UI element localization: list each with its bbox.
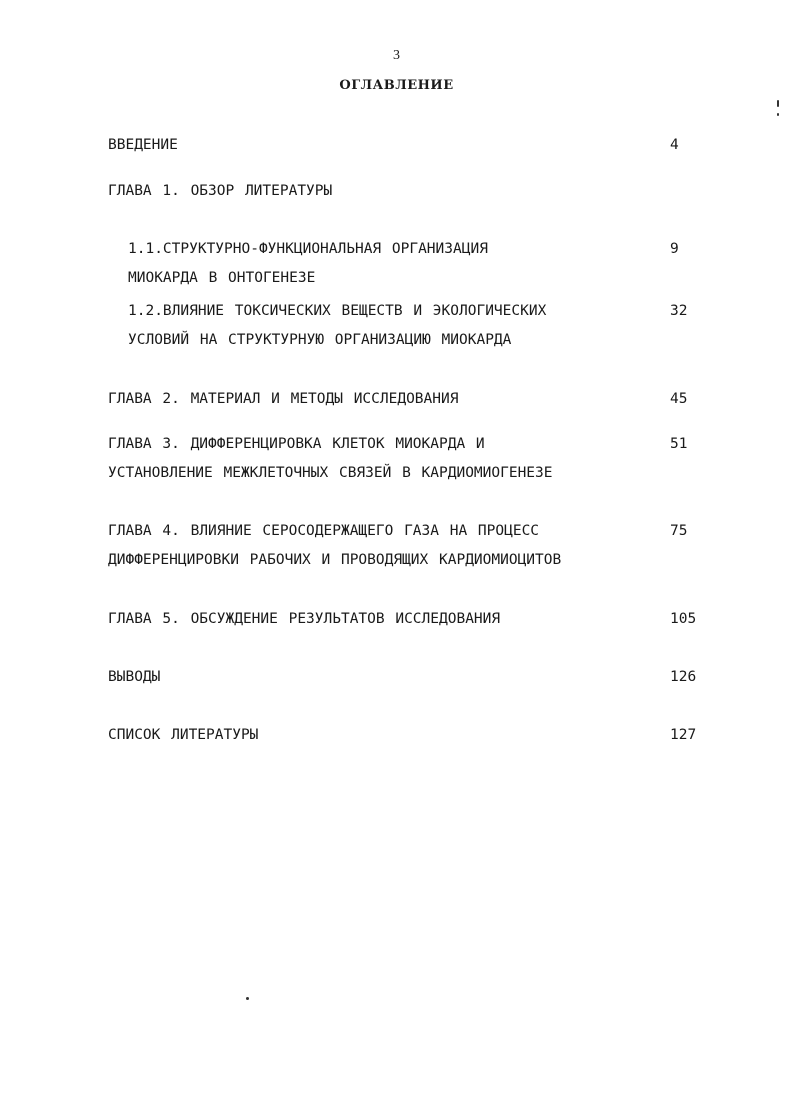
toc-page-number: 51 <box>670 436 688 452</box>
toc-entry-text <box>108 430 638 488</box>
scan-speck <box>777 100 779 107</box>
toc-entry-chapter-2 <box>108 385 708 414</box>
toc-entry-section-1-1 <box>128 235 708 293</box>
toc-entry-chapter-4 <box>108 517 708 575</box>
toc-entry-line: 1.1.СТРУКТУРНО-ФУНКЦИОНАЛЬНАЯ ОРГАНИЗАЦИЯ <box>128 241 488 257</box>
toc-entry-text <box>108 517 638 575</box>
toc-page-number: 126 <box>670 669 697 685</box>
toc-entry-line: 1.2.ВЛИЯНИЕ ТОКСИЧЕСКИХ ВЕЩЕСТВ И ЭКОЛОГИЧЕСКИХ <box>128 303 547 319</box>
toc-entry-line: ВЫВОДЫ <box>108 669 161 685</box>
toc-entry-line: МИОКАРДА В ОНТОГЕНЕЗЕ <box>128 270 316 286</box>
scan-speck <box>777 113 779 116</box>
toc-entry-line: ГЛАВА 4. ВЛИЯНИЕ СЕРОСОДЕРЖАЩЕГО ГАЗА НА ПРОЦЕСС <box>108 523 540 539</box>
toc-entry-line: ГЛАВА 5. ОБСУЖДЕНИЕ РЕЗУЛЬТАТОВ ИССЛЕДОВАНИЯ <box>108 611 501 627</box>
toc-entry-chapter-5 <box>108 605 708 634</box>
toc-entry-references <box>108 721 708 750</box>
page-title: ОГЛАВЛЕНИЕ <box>339 78 454 93</box>
toc-page-number: 9 <box>670 241 679 257</box>
toc-entry-line: ВВЕДЕНИЕ <box>108 137 178 153</box>
toc-entry-conclusions <box>108 663 708 692</box>
toc-page-number: 4 <box>670 137 679 153</box>
toc-entry-text <box>128 235 628 293</box>
toc-entry-text <box>108 177 638 206</box>
scan-speck <box>246 997 249 1000</box>
toc-entry-section-1-2 <box>128 297 708 355</box>
toc-page-number: 32 <box>670 303 688 319</box>
toc-entry-line: ГЛАВА 3. ДИФФЕРЕНЦИРОВКА КЛЕТОК МИОКАРДА И <box>108 436 485 452</box>
toc-entry-line: ГЛАВА 1. ОБЗОР ЛИТЕРАТУРЫ <box>108 183 333 199</box>
toc-entry-text <box>108 385 638 414</box>
toc-entry-text <box>108 605 638 634</box>
toc-page-number: 75 <box>670 523 688 539</box>
toc-entry-text <box>108 663 638 692</box>
toc-entry-line: УСЛОВИЙ НА СТРУКТУРНУЮ ОРГАНИЗАЦИЮ МИОКАРДА <box>128 332 512 348</box>
toc-entry-text <box>108 721 638 750</box>
toc-entry-line: ГЛАВА 2. МАТЕРИАЛ И МЕТОДЫ ИССЛЕДОВАНИЯ <box>108 391 459 407</box>
toc-page-number: 105 <box>670 611 697 627</box>
toc-entry-line: ДИФФЕРЕНЦИРОВКИ РАБОЧИХ И ПРОВОДЯЩИХ КАРДИОМИОЦИТОВ <box>108 552 562 568</box>
toc-entry-text <box>108 131 638 160</box>
toc-page-number: 127 <box>670 727 697 743</box>
toc-entry-chapter-3 <box>108 430 708 488</box>
toc-page-number: 45 <box>670 391 688 407</box>
toc-entry-line: УСТАНОВЛЕНИЕ МЕЖКЛЕТОЧНЫХ СВЯЗЕЙ В КАРДИОМИОГЕНЕЗЕ <box>108 465 553 481</box>
toc-entry-text <box>128 297 628 355</box>
toc-entry-introduction <box>108 131 708 160</box>
page-number: 3 <box>393 48 400 63</box>
toc-entry-chapter-1 <box>108 177 708 206</box>
toc-entry-line: СПИСОК ЛИТЕРАТУРЫ <box>108 727 259 743</box>
